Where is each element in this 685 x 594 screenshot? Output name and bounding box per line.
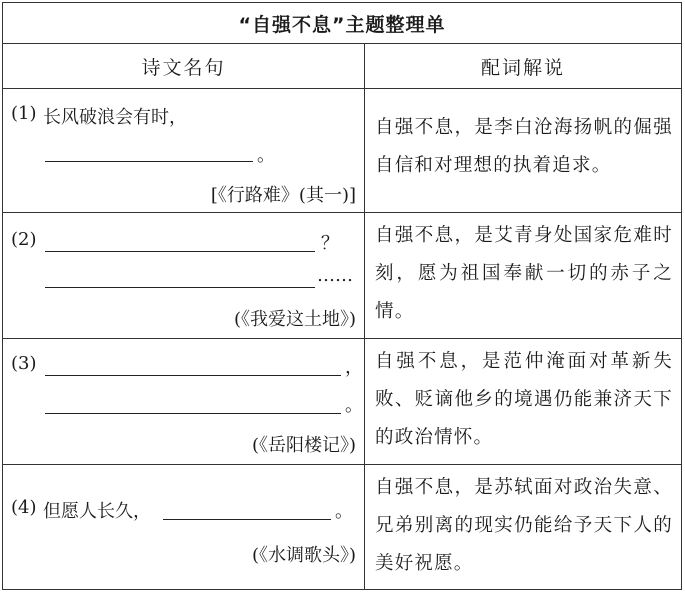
table-row — [3, 89, 681, 213]
fill-in-blank[interactable] — [45, 251, 315, 252]
header-poem-lines: 诗文名句 — [3, 44, 365, 88]
item-number: (4) — [11, 497, 37, 518]
table-row — [3, 339, 681, 465]
punctuation: 。 — [257, 145, 275, 166]
source-citation: [《行路难》(其一)] — [210, 185, 356, 206]
item-number: (1) — [11, 103, 37, 124]
item-number: (3) — [11, 353, 37, 374]
item-number: (2) — [11, 229, 37, 250]
punctuation: 。 — [335, 501, 353, 522]
punctuation: 。 — [345, 395, 363, 416]
source-citation: (《我爱这土地》) — [233, 309, 356, 330]
explanation-cell: 自强不息，是苏轼面对政治失意、兄弟别离的现实仍能给予天下人的美好祝愿。 — [375, 477, 673, 574]
worksheet-title: “自强不息”主题整理单 — [3, 3, 681, 44]
poem-cell — [3, 465, 365, 589]
theme-worksheet — [2, 2, 682, 590]
poem-line-text: 但愿人长久， — [43, 501, 151, 522]
poem-cell — [3, 89, 365, 212]
explanation-cell: 自强不息，是李白沧海扬帆的倔强自信和对理想的执着追求。 — [375, 117, 673, 176]
table-row — [3, 465, 681, 589]
punctuation: ， — [345, 357, 363, 378]
fill-in-blank[interactable] — [45, 375, 341, 376]
explanation-cell: 自强不息，是范仲淹面对革新失败、贬谪他乡的境遇仍能兼济天下的政治情怀。 — [375, 351, 673, 448]
fill-in-blank[interactable] — [45, 161, 253, 162]
punctuation: …… — [317, 265, 353, 286]
source-citation: (《岳阳楼记》) — [251, 435, 356, 456]
header-row — [3, 44, 681, 89]
poem-line-text: 长风破浪会有时， — [43, 107, 187, 128]
header-explanation: 配词解说 — [480, 56, 565, 79]
fill-in-blank[interactable] — [163, 519, 331, 520]
poem-cell — [3, 339, 365, 464]
table-row — [3, 213, 681, 339]
explanation-cell: 自强不息，是艾青身处国家危难时刻，愿为祖国奉献一切的赤子之情。 — [375, 225, 673, 322]
source-citation: (《水调歌头》) — [251, 545, 356, 566]
punctuation: ？ — [321, 233, 339, 254]
poem-cell — [3, 213, 365, 338]
fill-in-blank[interactable] — [45, 287, 315, 288]
fill-in-blank[interactable] — [45, 413, 341, 414]
